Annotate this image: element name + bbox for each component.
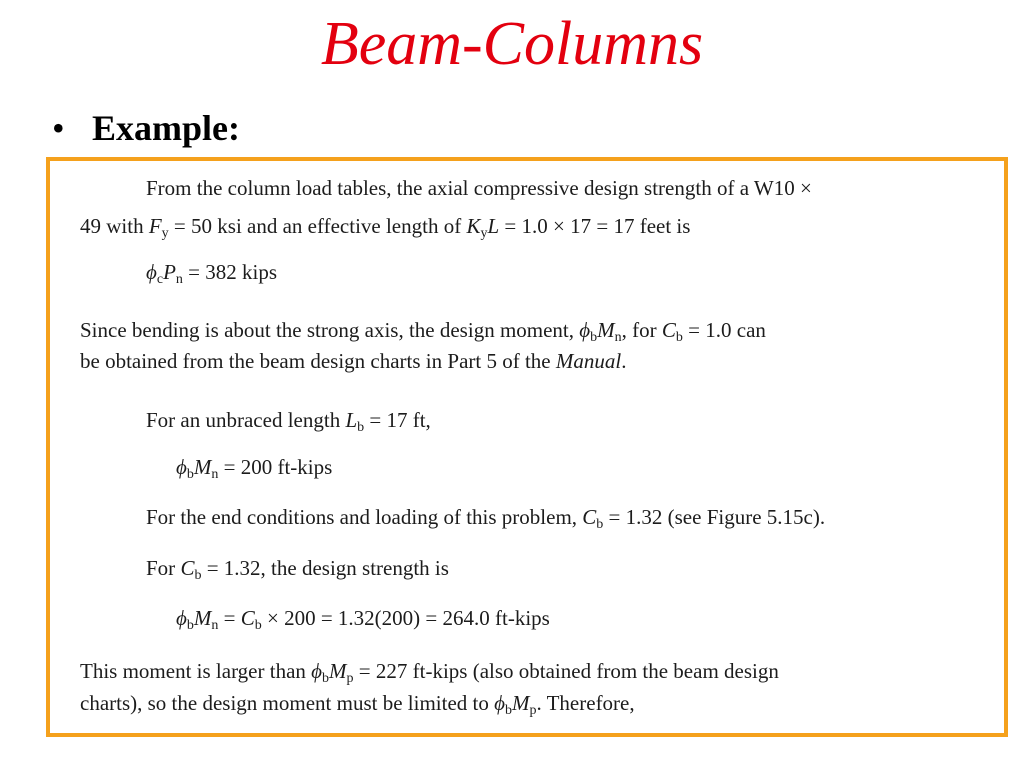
excerpt-line-1: From the column load tables, the axial compressive design strength of a W10 × [146,176,812,200]
equation-adjusted-moment: $\phi_bM_n = C_b \times 200 = 1.32(200) = 264.0$ ft-kips [176,606,550,633]
bullet-marker: • [52,108,65,148]
excerpt-line-9: For $C_b = 1.32$, the design strength is [146,556,449,583]
bullet-item [52,104,240,152]
equation-moment-strength: $\phi_bM_n = 200$ ft-kips [176,455,333,482]
excerpt-line-11: This moment is larger than $\phi_bM_p = 227$ ft-kips (also obtained from the beam design [80,659,779,686]
excerpt-line-2: 49 with $F_y = 50$ ksi and an effective length of $K_yL = 1.0 \times 17 = 17$ feet is [80,214,691,241]
excerpt-line-8: For the end conditions and loading of this problem, $C_b = 1.32$ (see Figure 5.15c). [146,505,826,532]
excerpt-line-5: be obtained from the beam design charts in Part 5 of the Manual. [80,349,627,373]
excerpt-line-6: For an unbraced length $L_b = 17$ ft, [146,408,431,435]
bullet-heading: Example: [92,108,240,148]
excerpt-line-4: Since bending is about the strong axis, the design moment, $\phi_bM_n$, for $C_b = 1.0$ can [80,318,766,345]
excerpt-line-12: charts), so the design moment must be limited to $\phi_bM_p$. Therefore, [80,691,635,718]
textbook-excerpt [46,157,1008,737]
equation-axial-strength: $\phi_cP_n = 382$ kips [146,260,278,287]
slide-title: Beam-Columns [320,10,704,78]
